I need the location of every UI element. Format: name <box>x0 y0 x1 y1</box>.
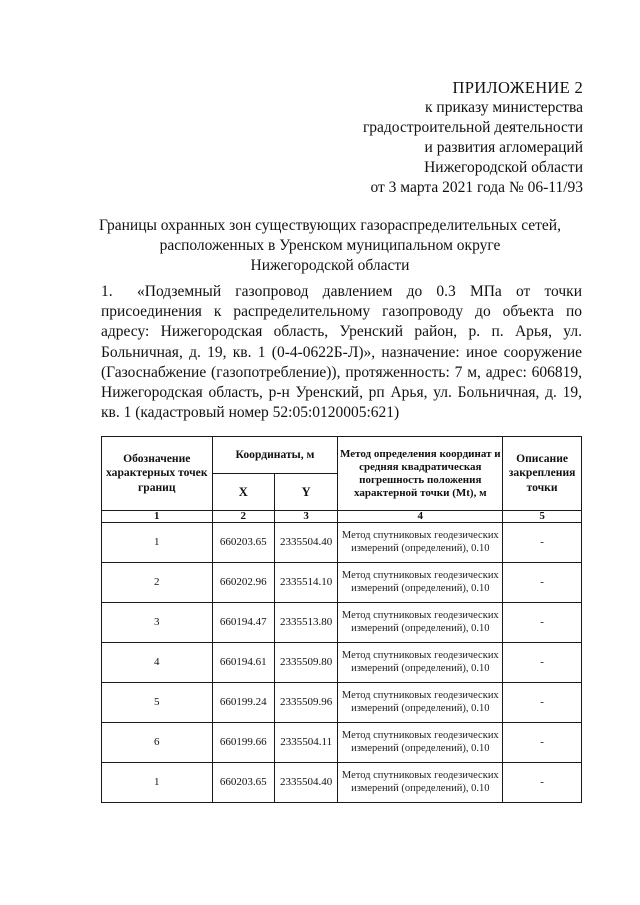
object-number: 1. <box>101 283 113 300</box>
cell-fixing: - <box>503 723 582 763</box>
header-y: Y <box>274 474 337 511</box>
appendix-line: к приказу министерства <box>425 99 583 116</box>
cell-method: Метод спутниковых геодезических измерений (определений), 0.10 <box>338 603 503 643</box>
column-number: 4 <box>338 511 503 523</box>
column-number: 3 <box>274 511 337 523</box>
appendix-title: ПРИЛОЖЕНИЕ 2 <box>452 78 583 97</box>
column-number: 5 <box>503 511 582 523</box>
boundary-points-table <box>101 436 582 803</box>
cell-y: 2335509.96 <box>274 683 337 723</box>
title-line: расположенных в Уренском муниципальном округе <box>159 237 501 254</box>
appendix-block <box>363 78 583 198</box>
cell-point: 4 <box>102 643 213 683</box>
cell-point: 1 <box>102 523 213 563</box>
cell-point: 2 <box>102 563 213 603</box>
cell-point: 3 <box>102 603 213 643</box>
cell-method: Метод спутниковых геодезических измерений (определений), 0.10 <box>338 763 503 803</box>
header-fixing: Описание закрепления точки <box>503 437 582 511</box>
cell-y: 2335514.10 <box>274 563 337 603</box>
header-coords: Координаты, м <box>212 437 338 474</box>
table-row <box>102 683 582 723</box>
table-row <box>102 563 582 603</box>
cell-fixing: - <box>503 763 582 803</box>
appendix-line: и развития агломераций <box>424 139 583 156</box>
cell-point: 5 <box>102 683 213 723</box>
object-description <box>101 282 582 423</box>
cell-point: 1 <box>102 763 213 803</box>
cell-method: Метод спутниковых геодезических измерений (определений), 0.10 <box>338 723 503 763</box>
table-row <box>102 643 582 683</box>
header-x: X <box>212 474 274 511</box>
header-method: Метод определения координат и средняя квадратическая погрешность положения характерной точки (Mt), м <box>338 437 503 511</box>
header-point: Обозначение характерных точек границ <box>102 437 213 511</box>
table-row <box>102 763 582 803</box>
object-description-text: «Подземный газопровод давлением до 0.3 МПа от точки присоединения к распределительному газопроводу до объекта по адресу: Нижегородская область, Уренский район, р. п. Арья, ул. Больничная, д. 19, кв. 1 (0-4-0622Б-Л)», назначение: иное сооружение (Газоснабжение (газопотребление)), протяженность: 7 м, адрес: 606819, Нижегородская область, р-н Уренский, рп Арья, ул. Больничная, д. 19, кв. 1 (кадастровый номер 52:05:0120005:621) <box>101 283 582 422</box>
cell-x: 660203.65 <box>212 763 274 803</box>
cell-y: 2335513.80 <box>274 603 337 643</box>
table-row <box>102 603 582 643</box>
column-number: 2 <box>212 511 274 523</box>
cell-x: 660194.61 <box>212 643 274 683</box>
cell-y: 2335504.40 <box>274 763 337 803</box>
cell-fixing: - <box>503 683 582 723</box>
cell-x: 660199.24 <box>212 683 274 723</box>
appendix-order-date: от 3 марта 2021 года № 06-11/93 <box>370 179 583 196</box>
cell-x: 660202.96 <box>212 563 274 603</box>
table-row <box>102 723 582 763</box>
column-number: 1 <box>102 511 213 523</box>
title-line: Границы охранных зон существующих газораспределительных сетей, <box>99 217 561 234</box>
appendix-line: Нижегородской области <box>424 159 583 176</box>
document-title <box>60 216 600 276</box>
appendix-line: градостроительной деятельности <box>362 119 583 136</box>
cell-y: 2335509.80 <box>274 643 337 683</box>
title-line: Нижегородской области <box>250 257 410 274</box>
cell-y: 2335504.40 <box>274 523 337 563</box>
cell-fixing: - <box>503 563 582 603</box>
cell-x: 660194.47 <box>212 603 274 643</box>
cell-point: 6 <box>102 723 213 763</box>
cell-method: Метод спутниковых геодезических измерений (определений), 0.10 <box>338 523 503 563</box>
cell-method: Метод спутниковых геодезических измерений (определений), 0.10 <box>338 683 503 723</box>
cell-x: 660203.65 <box>212 523 274 563</box>
cell-method: Метод спутниковых геодезических измерений (определений), 0.10 <box>338 643 503 683</box>
cell-x: 660199.66 <box>212 723 274 763</box>
cell-y: 2335504.11 <box>274 723 337 763</box>
cell-fixing: - <box>503 523 582 563</box>
table-row <box>102 523 582 563</box>
cell-fixing: - <box>503 643 582 683</box>
cell-method: Метод спутниковых геодезических измерений (определений), 0.10 <box>338 563 503 603</box>
cell-fixing: - <box>503 603 582 643</box>
